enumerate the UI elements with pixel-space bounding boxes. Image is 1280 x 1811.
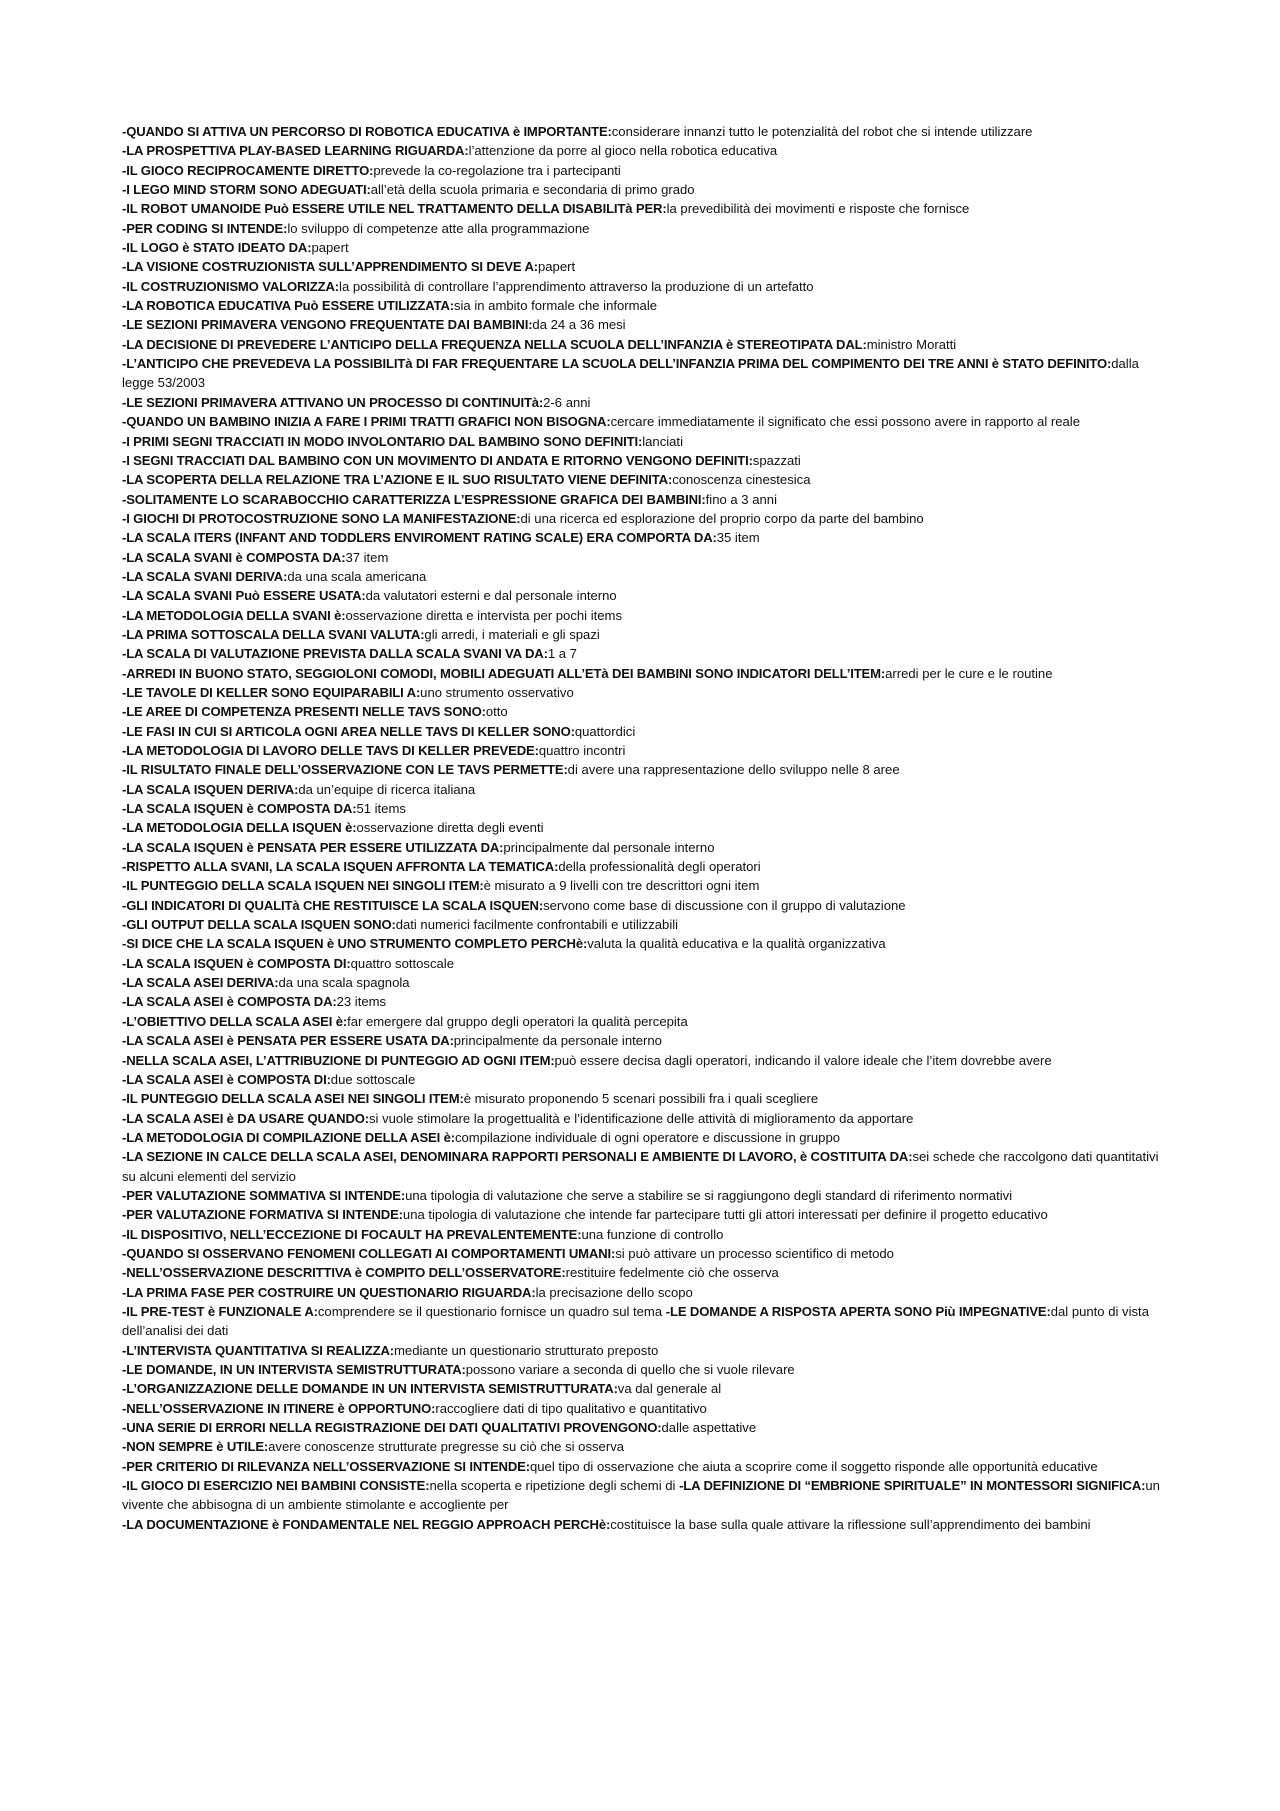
answer-text: 2-6 anni	[543, 394, 591, 410]
qa-entry	[122, 1031, 1170, 1050]
answer-text: da un’equipe di ricerca italiana	[298, 781, 476, 797]
question-text: -L’OBIETTIVO DELLA SCALA ASEI è:	[122, 1013, 348, 1029]
qa-entry	[122, 354, 1170, 393]
answer-text: 37 item	[345, 549, 389, 565]
answer-text: far emergere dal gruppo degli operatori la qualità percepita	[347, 1013, 688, 1029]
qa-entry	[122, 1515, 1170, 1534]
question-text: -NON SEMPRE è UTILE:	[122, 1439, 269, 1455]
answer-text: si può attivare un processo scientifico di metodo	[615, 1245, 894, 1261]
question-text: -L’INTERVISTA QUANTITATIVA SI REALIZZA:	[122, 1342, 395, 1358]
answer-text: quel tipo di osservazione che aiuta a scoprire come il soggetto risponde alle opportunità educative	[529, 1458, 1098, 1474]
question-text: -LA SCALA ASEI è COMPOSTA DA:	[122, 994, 337, 1010]
question-text: -I SEGNI TRACCIATI DAL BAMBINO CON UN MOVIMENTO DI ANDATA E RITORNO VENGONO DEFINITI:	[122, 452, 753, 468]
qa-entry	[122, 760, 1170, 779]
question-text: -LA SCALA SVANI è COMPOSTA DA:	[122, 549, 346, 565]
qa-entry	[122, 992, 1170, 1011]
answer-text: la precisazione dello scopo	[535, 1284, 693, 1300]
qa-entry	[122, 1437, 1170, 1456]
qa-entry	[122, 161, 1170, 180]
qa-entry	[122, 141, 1170, 160]
answer-text: raccogliere dati di tipo qualitativo e quantitativo	[435, 1400, 707, 1416]
question-text: -LA SCALA SVANI DERIVA:	[122, 568, 288, 584]
question-text: -LA METODOLOGIA DELLA SVANI è:	[122, 607, 346, 623]
answer-text: mediante un questionario strutturato preposto	[394, 1342, 659, 1358]
answer-text: di una ricerca ed esplorazione del proprio corpo da parte del bambino	[520, 510, 924, 526]
qa-entry	[122, 1225, 1170, 1244]
qa-entry	[122, 915, 1170, 934]
question-text: -LA DECISIONE DI PREVEDERE L’ANTICIPO DELLA FREQUENZA NELLA SCUOLA DELL’INFANZIA è STEREOTIPATA DAL:	[122, 336, 867, 352]
answer-text: 23 items	[336, 994, 387, 1010]
answer-text: otto	[485, 704, 508, 720]
answer-text: lanciati	[642, 433, 683, 449]
question-text: -I LEGO MIND STORM SONO ADEGUATI:	[122, 182, 371, 198]
qa-entry	[122, 1457, 1170, 1476]
qa-entry	[122, 238, 1170, 257]
qa-entry	[122, 780, 1170, 799]
answer-text: principalmente dal personale interno	[503, 839, 715, 855]
question-text: -IL GIOCO RECIPROCAMENTE DIRETTO:	[122, 162, 374, 178]
question-text: -RISPETTO ALLA SVANI, LA SCALA ISQUEN AFFRONTA LA TEMATICA:	[122, 859, 559, 875]
qa-entry	[122, 954, 1170, 973]
qa-entry	[122, 1283, 1170, 1302]
qa-entry	[122, 702, 1170, 721]
question-text: -IL GIOCO DI ESERCIZIO NEI BAMBINI CONSISTE:	[122, 1478, 430, 1494]
answer-text: la prevedibilità dei movimenti e risposte che fornisce	[666, 201, 970, 217]
answer-text: nella scoperta e ripetizione degli schemi di	[429, 1478, 680, 1494]
answer-text: un vivente che abbisogna di un ambiente stimolante e accogliente per	[122, 1478, 1160, 1513]
answer-text: dalle aspettative	[661, 1420, 757, 1436]
qa-entry	[122, 277, 1170, 296]
qa-entry	[122, 1379, 1170, 1398]
question-text: -LA METODOLOGIA DELLA ISQUEN è:	[122, 820, 357, 836]
qa-entry	[122, 838, 1170, 857]
qa-entry	[122, 606, 1170, 625]
question-text: -NELL’OSSERVAZIONE IN ITINERE è OPPORTUNO:	[122, 1400, 436, 1416]
qa-entry	[122, 1399, 1170, 1418]
qa-entry	[122, 664, 1170, 683]
question-text: -LA SEZIONE IN CALCE DELLA SCALA ASEI, DENOMINARA RAPPORTI PERSONALI E AMBIENTE DI LAVORO, è COSTITUITA DA:	[122, 1149, 913, 1165]
answer-text: avere conoscenze strutturate pregresse su ciò che si osserva	[268, 1439, 625, 1455]
question-text: -LE AREE DI COMPETENZA PRESENTI NELLE TAVS SONO:	[122, 704, 486, 720]
qa-entry	[122, 528, 1170, 547]
answer-text: sei schede che raccolgono dati quantitativi su alcuni elementi del servizio	[122, 1149, 1159, 1184]
answer-text: all’età della scuola primaria e secondaria di primo grado	[370, 182, 695, 198]
answer-text: papert	[311, 240, 349, 256]
question-text: -IL PUNTEGGIO DELLA SCALA ASEI NEI SINGOLI ITEM:	[122, 1091, 464, 1107]
qa-entry	[122, 1070, 1170, 1089]
qa-entry	[122, 973, 1170, 992]
question-text: -IL DISPOSITIVO, NELL’ECCEZIONE DI FOCAULT HA PREVALENTEMENTE:	[122, 1226, 582, 1242]
question-text: -LA PRIMA SOTTOSCALA DELLA SVANI VALUTA:	[122, 626, 425, 642]
answer-text: conoscenza cinestesica	[672, 472, 811, 488]
qa-entry	[122, 315, 1170, 334]
answer-text: osservazione diretta degli eventi	[356, 820, 544, 836]
qa-entry	[122, 490, 1170, 509]
qa-entry	[122, 644, 1170, 663]
qa-entry	[122, 296, 1170, 315]
question-text: -UNA SERIE DI ERRORI NELLA REGISTRAZIONE DEI DATI QUALITATIVI PROVENGONO:	[122, 1420, 662, 1436]
answer-text: una tipologia di valutazione che intende far partecipare tutti gli attori interessati per definire il progetto educativo	[402, 1207, 1048, 1223]
answer-text: comprendere se il questionario fornisce un quadro sul tema	[317, 1303, 666, 1319]
answer-text: può essere decisa dagli operatori, indicando il valore ideale che l’item dovrebbe avere	[554, 1052, 1052, 1068]
question-text: -IL COSTRUZIONISMO VALORIZZA:	[122, 278, 340, 294]
qa-entry	[122, 335, 1170, 354]
answer-text: ministro Moratti	[866, 336, 957, 352]
question-text: -LA PROSPETTIVA PLAY-BASED LEARNING RIGUARDA:	[122, 143, 469, 159]
qa-entry	[122, 683, 1170, 702]
qa-entry	[122, 1186, 1170, 1205]
qa-entry	[122, 799, 1170, 818]
qa-entry	[122, 1012, 1170, 1031]
answer-text: una tipologia di valutazione che serve a stabilire se si raggiungono degli standard di riferimento normativi	[405, 1187, 1013, 1203]
question-text: -LA ROBOTICA EDUCATIVA Può ESSERE UTILIZZATA:	[122, 298, 454, 314]
qa-entry	[122, 625, 1170, 644]
question-text: -QUANDO SI OSSERVANO FENOMENI COLLEGATI AI COMPORTAMENTI UMANI:	[122, 1245, 616, 1261]
qa-entry	[122, 934, 1170, 953]
answer-text: quattro sottoscale	[350, 955, 454, 971]
answer-text: 51 items	[356, 801, 406, 817]
qa-entry	[122, 1205, 1170, 1224]
question-text: -IL LOGO è STATO IDEATO DA:	[122, 240, 312, 256]
answer-text: è misurato proponendo 5 scenari possibili fra i quali scegliere	[463, 1091, 819, 1107]
question-text: -LE DOMANDE, IN UN INTERVISTA SEMISTRUTTURATA:	[122, 1362, 466, 1377]
answer-text: di avere una rappresentazione dello sviluppo nelle 8 aree	[567, 762, 900, 778]
question-text: -PER CRITERIO DI RILEVANZA NELL’OSSERVAZIONE SI INTENDE:	[122, 1458, 530, 1474]
answer-text: quattordici	[574, 723, 636, 739]
answer-text: l’attenzione da porre al gioco nella robotica educativa	[468, 143, 778, 159]
qa-entry	[122, 548, 1170, 567]
answer-text: 35 item	[716, 530, 760, 546]
qa-entry	[122, 1263, 1170, 1282]
question-text: -LA SCALA ASEI è PENSATA PER ESSERE USATA DA:	[122, 1033, 454, 1049]
answer-text: cercare immediatamente il significato che essi possono avere in rapporto al reale	[610, 414, 1080, 430]
question-text: -I PRIMI SEGNI TRACCIATI IN MODO INVOLONTARIO DAL BAMBINO SONO DEFINITI:	[122, 433, 643, 449]
answer-text: da una scala americana	[287, 568, 427, 584]
qa-entry	[122, 122, 1170, 141]
question-text: -ARREDI IN BUONO STATO, SEGGIOLONI COMODI, MOBILI ADEGUATI ALL’ETà DEI BAMBINI SONO INDICATORI DELL’ITEM:	[122, 665, 886, 681]
question-text: -IL PUNTEGGIO DELLA SCALA ISQUEN NEI SINGOLI ITEM:	[122, 878, 484, 894]
question-text: -I GIOCHI DI PROTOCOSTRUZIONE SONO LA MANIFESTAZIONE:	[122, 510, 521, 526]
answer-text: spazzati	[752, 452, 801, 468]
answer-text: quattro incontri	[538, 743, 626, 758]
question-text: -L’ANTICIPO CHE PREVEDEVA LA POSSIBILITà DI FAR FREQUENTARE LA SCUOLA DELL’INFANZIA PRIMA DEL COMPIMENTO DEI TRE ANNI è STATO DEFINITO:	[122, 356, 1112, 372]
question-text: -LA SCALA ISQUEN DERIVA:	[122, 781, 299, 797]
qa-entry	[122, 876, 1170, 895]
answer-text: una funzione di controllo	[581, 1226, 724, 1242]
qa-entry	[122, 180, 1170, 199]
answer-text: due sottoscale	[330, 1071, 416, 1087]
answer-text: restituire fedelmente ciò che osserva	[565, 1265, 779, 1281]
question-text: -LA SCALA DI VALUTAZIONE PREVISTA DALLA SCALA SVANI VA DA:	[122, 646, 548, 662]
answer-text: considerare innanzi tutto le potenzialità del robot che si intende utilizzare	[611, 124, 1033, 139]
question-text: -LA SCALA ISQUEN è COMPOSTA DI:	[122, 955, 351, 971]
qa-entry	[122, 857, 1170, 876]
question-text: -IL PRE-TEST è FUNZIONALE A:	[122, 1303, 318, 1319]
qa-entry	[122, 257, 1170, 276]
answer-text: da valutatori esterni e dal personale interno	[365, 588, 617, 604]
answer-text: va dal generale al	[617, 1381, 722, 1397]
qa-entry	[122, 741, 1170, 760]
answer-text: servono come base di discussione con il gruppo di valutazione	[543, 897, 906, 913]
answer-text: da 24 a 36 mesi	[532, 317, 626, 333]
question-text: -IL RISULTATO FINALE DELL’OSSERVAZIONE CON LE TAVS PERMETTE:	[122, 762, 568, 778]
answer-text: costituisce la base sulla quale attivare la riflessione sull’apprendimento dei bambini	[610, 1516, 1091, 1532]
qa-entry	[122, 432, 1170, 451]
qa-entry	[122, 1341, 1170, 1360]
qa-entry	[122, 509, 1170, 528]
question-text: -LA METODOLOGIA DI LAVORO DELLE TAVS DI KELLER PREVEDE:	[122, 743, 539, 758]
answer-text: dal punto di vista dell’analisi dei dati	[122, 1303, 1149, 1339]
question-text: -SI DICE CHE LA SCALA ISQUEN è UNO STRUMENTO COMPLETO PERCHè:	[122, 936, 588, 952]
answer-text: prevede la co-regolazione tra i partecipanti	[373, 162, 621, 178]
question-text: -LE SEZIONI PRIMAVERA ATTIVANO UN PROCESSO DI CONTINUITà:	[122, 394, 544, 410]
qa-entry	[122, 1128, 1170, 1147]
question-text: -GLI OUTPUT DELLA SCALA ISQUEN SONO:	[122, 917, 396, 933]
question-text: -LA DEFINIZIONE DI “EMBRIONE SPIRITUALE” IN MONTESSORI SIGNIFICA:	[679, 1478, 1146, 1494]
question-text: -QUANDO SI ATTIVA UN PERCORSO DI ROBOTICA EDUCATIVA è IMPORTANTE:	[122, 124, 612, 139]
question-text: -LE TAVOLE DI KELLER SONO EQUIPARABILI A:	[122, 684, 421, 700]
question-text: -GLI INDICATORI DI QUALITà CHE RESTITUISCE LA SCALA ISQUEN:	[122, 897, 544, 913]
answer-text: dati numerici facilmente confrontabili e utilizzabili	[395, 917, 679, 933]
answer-text: uno strumento osservativo	[420, 684, 574, 700]
qa-entry	[122, 1089, 1170, 1108]
answer-text: arredi per le cure e le routine	[885, 665, 1053, 681]
question-text: -LA METODOLOGIA DI COMPILAZIONE DELLA ASEI è:	[122, 1129, 455, 1145]
qa-entry	[122, 470, 1170, 489]
question-text: -LA SCALA ITERS (INFANT AND TODDLERS ENVIROMENT RATING SCALE) ERA COMPORTA DA:	[122, 530, 717, 546]
qa-entry	[122, 722, 1170, 741]
answer-text: sia in ambito formale che informale	[453, 298, 658, 314]
answer-text: papert	[537, 259, 576, 275]
question-text: -L’ORGANIZZAZIONE DELLE DOMANDE IN UN INTERVISTA SEMISTRUTTURATA:	[122, 1381, 618, 1397]
question-text: -PER CODING SI INTENDE:	[122, 220, 288, 236]
question-text: -NELLA SCALA ASEI, L’ATTRIBUZIONE DI PUNTEGGIO AD OGNI ITEM:	[122, 1052, 555, 1068]
question-text: -NELL’OSSERVAZIONE DESCRITTIVA è COMPITO DELL’OSSERVATORE:	[122, 1265, 566, 1281]
question-text: -LA SCALA ASEI è DA USARE QUANDO:	[122, 1110, 369, 1126]
question-text: -LA VISIONE COSTRUZIONISTA SULL’APPRENDIMENTO SI DEVE A:	[122, 259, 538, 275]
answer-text: possono variare a seconda di quello che si vuole rilevare	[465, 1362, 795, 1377]
question-text: -LA SCALA ISQUEN è COMPOSTA DA:	[122, 801, 357, 817]
qa-entry	[122, 567, 1170, 586]
qa-entry	[122, 896, 1170, 915]
answer-text: da una scala spagnola	[278, 975, 410, 991]
qa-entry	[122, 199, 1170, 218]
answer-text: dalla legge 53/2003	[122, 356, 1139, 391]
question-text: -LA DOCUMENTAZIONE è FONDAMENTALE NEL REGGIO APPROACH PERCHè:	[122, 1516, 611, 1532]
question-text: -PER VALUTAZIONE FORMATIVA SI INTENDE:	[122, 1207, 403, 1223]
answer-text: lo sviluppo di competenze atte alla programmazione	[287, 220, 590, 236]
answer-text: valuta la qualità educativa e la qualità organizzativa	[587, 936, 886, 952]
answer-text: gli arredi, i materiali e gli spazi	[424, 626, 600, 642]
question-text: -LA SCALA SVANI Può ESSERE USATA:	[122, 588, 366, 604]
answer-text: compilazione individuale di ogni operatore e discussione in gruppo	[454, 1129, 841, 1145]
qa-entry	[122, 1302, 1170, 1341]
question-text: -LA SCALA ASEI DERIVA:	[122, 975, 279, 991]
question-text: -IL ROBOT UMANOIDE Può ESSERE UTILE NEL TRATTAMENTO DELLA DISABILITà PER:	[122, 201, 667, 217]
answer-text: la possibilità di controllare l’apprendimento attraverso la produzione di un artefatto	[339, 278, 814, 294]
question-text: -LA SCOPERTA DELLA RELAZIONE TRA L’AZIONE E IL SUO RISULTATO VIENE DEFINITA:	[122, 472, 673, 488]
answer-text: è misurato a 9 livelli con tre descrittori ogni item	[483, 878, 760, 894]
question-text: -PER VALUTAZIONE SOMMATIVA SI INTENDE:	[122, 1187, 406, 1203]
qa-entry	[122, 1360, 1170, 1379]
question-text: -LA SCALA ISQUEN è PENSATA PER ESSERE UTILIZZATA DA:	[122, 839, 504, 855]
question-text: -SOLITAMENTE LO SCARABOCCHIO CARATTERIZZA L’ESPRESSIONE GRAFICA DEI BAMBINI:	[122, 491, 706, 507]
question-text: -LE SEZIONI PRIMAVERA VENGONO FREQUENTATE DAI BAMBINI:	[122, 317, 533, 333]
answer-text: si vuole stimolare la progettualità e l’identificazione delle attività di miglioramento da apportare	[369, 1110, 914, 1126]
document-body	[122, 122, 1170, 1534]
qa-entry	[122, 1051, 1170, 1070]
qa-entry	[122, 451, 1170, 470]
qa-entry	[122, 818, 1170, 837]
answer-text: principalmente da personale interno	[453, 1033, 662, 1049]
answer-text: 1 a 7	[547, 646, 577, 662]
qa-entry	[122, 219, 1170, 238]
question-text: -LA PRIMA FASE PER COSTRUIRE UN QUESTIONARIO RIGUARDA:	[122, 1284, 536, 1300]
qa-entry	[122, 1109, 1170, 1128]
qa-entry	[122, 1147, 1170, 1186]
question-text: -LA SCALA ASEI è COMPOSTA DI:	[122, 1071, 331, 1087]
answer-text: fino a 3 anni	[705, 491, 777, 507]
qa-entry	[122, 1418, 1170, 1437]
question-text: -LE FASI IN CUI SI ARTICOLA OGNI AREA NELLE TAVS DI KELLER SONO:	[122, 723, 575, 739]
qa-entry	[122, 586, 1170, 605]
qa-entry	[122, 1244, 1170, 1263]
answer-text: della professionalità degli operatori	[558, 859, 761, 875]
answer-text: osservazione diretta e intervista per pochi items	[345, 607, 622, 623]
question-text: -QUANDO UN BAMBINO INIZIA A FARE I PRIMI TRATTI GRAFICI NON BISOGNA:	[122, 414, 611, 430]
qa-entry	[122, 412, 1170, 431]
qa-entry	[122, 1476, 1170, 1515]
question-text: -LE DOMANDE A RISPOSTA APERTA SONO Più IMPEGNATIVE:	[665, 1303, 1051, 1319]
qa-entry	[122, 393, 1170, 412]
